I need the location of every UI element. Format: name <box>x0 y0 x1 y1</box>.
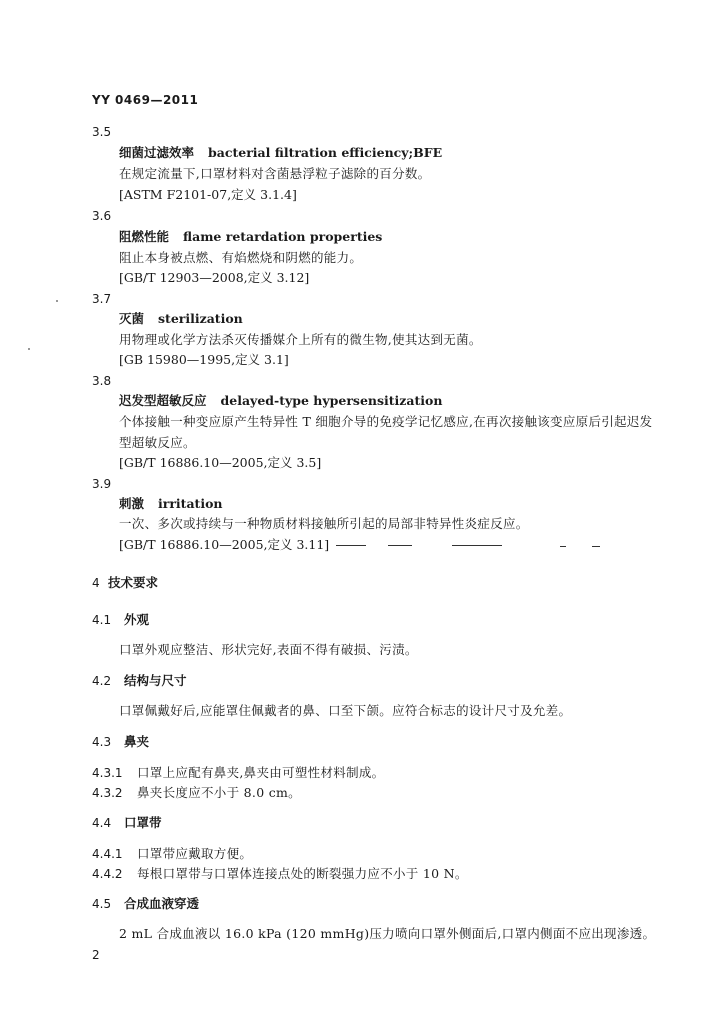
term-definition: 在规定流量下,口罩材料对含菌悬浮粒子滤除的百分数。 <box>119 166 431 181</box>
term-english: delayed-type hypersensitization <box>220 393 443 408</box>
section-heading <box>92 612 149 628</box>
subsection <box>92 866 468 882</box>
subsection-number: 4.3.2 <box>92 786 123 800</box>
term-number: 3.8 <box>92 374 112 388</box>
scan-artifact-line <box>592 546 600 547</box>
section-title: 口罩带 <box>124 815 162 830</box>
scan-artifact-line <box>560 546 566 547</box>
section-heading <box>92 673 187 689</box>
page-number: 2 <box>92 948 100 962</box>
term-chinese: 阻燃性能 <box>119 229 170 244</box>
chapter-number: 4 <box>92 576 100 590</box>
section-title: 合成血液穿透 <box>124 896 200 911</box>
section-text: 2 mL 合成血液以 16.0 kPa (120 mmHg)压力喷向口罩外侧面后,口罩内侧面不应出现渗透。 <box>119 926 656 941</box>
chapter-title: 技术要求 <box>108 575 159 590</box>
chapter-heading <box>92 575 158 591</box>
term-english: sterilization <box>158 311 243 326</box>
term-heading <box>119 145 442 161</box>
section-number: 4.2 <box>92 674 112 688</box>
term-english: flame retardation properties <box>183 229 383 244</box>
term-english: bacterial filtration efficiency;BFE <box>208 145 443 160</box>
term-definition-line: 型超敏反应。 <box>119 435 196 450</box>
term-definition-line: 个体接触一种变应原产生特异性 T 细胞介导的免疫学记忆感应,在再次接触该变应原后引起迟发 <box>119 414 653 429</box>
scan-artifact-line <box>388 545 412 546</box>
section-number: 4.3 <box>92 735 112 749</box>
subsection-number: 4.3.1 <box>92 766 123 780</box>
term-chinese: 迟发型超敏反应 <box>119 393 207 408</box>
subsection-text: 口罩上应配有鼻夹,鼻夹由可塑性材料制成。 <box>137 765 385 780</box>
term-heading <box>119 311 243 327</box>
term-english: irritation <box>158 496 223 511</box>
subsection-number: 4.4.1 <box>92 847 123 861</box>
section-heading <box>92 734 149 750</box>
term-chinese: 细菌过滤效率 <box>119 145 195 160</box>
section-text: 口罩佩戴好后,应能罩住佩戴者的鼻、口至下颌。应符合标志的设计尺寸及允差。 <box>119 703 572 718</box>
section-text: 口罩外观应整洁、形状完好,表面不得有破损、污渍。 <box>119 642 418 657</box>
term-source: [GB/T 12903—2008,定义 3.12] <box>119 270 310 285</box>
subsection-number: 4.4.2 <box>92 867 123 881</box>
scan-artifact-line <box>336 545 366 546</box>
scan-speck <box>28 348 30 350</box>
subsection <box>92 765 384 781</box>
section-number: 4.1 <box>92 613 112 627</box>
term-source: [ASTM F2101-07,定义 3.1.4] <box>119 187 297 202</box>
term-definition: 用物理或化学方法杀灭传播媒介上所有的微生物,使其达到无菌。 <box>119 332 482 347</box>
term-heading <box>119 496 223 512</box>
section-number: 4.5 <box>92 897 112 911</box>
section-number: 4.4 <box>92 816 112 830</box>
term-number: 3.5 <box>92 125 112 139</box>
term-heading <box>119 229 382 245</box>
document-code: YY 0469—2011 <box>92 93 199 107</box>
subsection-text: 鼻夹长度应不小于 8.0 cm。 <box>137 785 301 800</box>
term-source: [GB 15980—1995,定义 3.1] <box>119 352 289 367</box>
section-title: 外观 <box>124 612 150 627</box>
term-definition: 一次、多次或持续与一种物质材料接触所引起的局部非特异性炎症反应。 <box>119 516 529 531</box>
term-chinese: 灭菌 <box>119 311 145 326</box>
term-number: 3.6 <box>92 209 112 223</box>
section-heading <box>92 815 162 831</box>
term-chinese: 刺激 <box>119 496 145 511</box>
subsection-text: 口罩带应戴取方便。 <box>137 846 253 861</box>
scan-artifact-line <box>452 545 502 546</box>
term-source: [GB/T 16886.10—2005,定义 3.11] <box>119 537 330 552</box>
subsection <box>92 846 252 862</box>
subsection <box>92 785 301 801</box>
term-source: [GB/T 16886.10—2005,定义 3.5] <box>119 455 322 470</box>
term-number: 3.7 <box>92 292 112 306</box>
subsection-text: 每根口罩带与口罩体连接点处的断裂强力应不小于 10 N。 <box>137 866 468 881</box>
section-title: 结构与尺寸 <box>124 673 187 688</box>
term-number: 3.9 <box>92 477 112 491</box>
term-heading <box>119 393 442 409</box>
section-heading <box>92 896 199 912</box>
section-title: 鼻夹 <box>124 734 150 749</box>
scan-speck <box>56 300 58 302</box>
term-definition: 阻止本身被点燃、有焰燃烧和阴燃的能力。 <box>119 250 363 265</box>
